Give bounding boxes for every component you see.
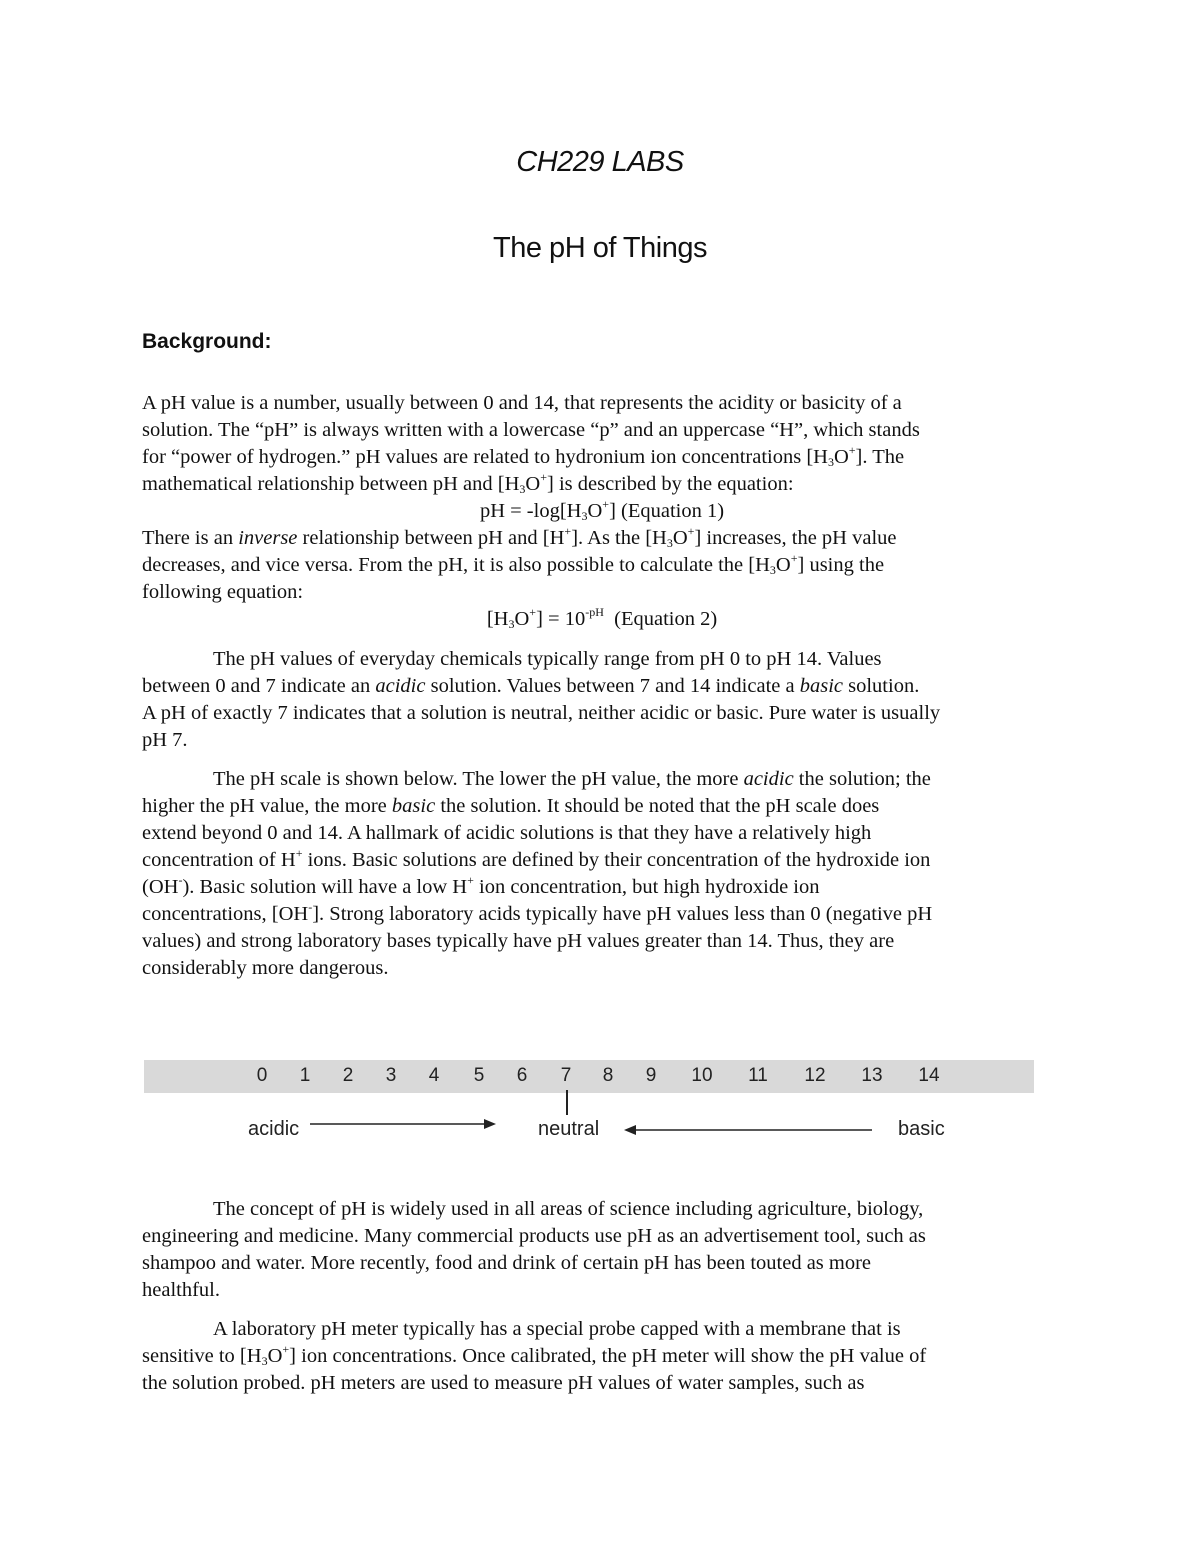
ph-scale-number: 0: [256, 1065, 268, 1086]
text-span: ]. Strong laboratory acids typically have pH values less than 0 (negative pH: [312, 903, 933, 925]
text-line: [142, 646, 1062, 673]
text-span: O: [672, 527, 688, 549]
text-span: ion concentration, but high hydroxide ion: [473, 876, 820, 898]
text-span: pH = -log[H: [479, 500, 582, 522]
subscript: 3: [581, 509, 588, 523]
superscript: +: [529, 605, 537, 619]
background-paragraph-5: [142, 1196, 1062, 1304]
text-line: [142, 417, 1062, 444]
superscript: +: [295, 846, 303, 860]
text-line: [142, 673, 1062, 700]
text-span: extend beyond 0 and 14. A hallmark of acidic solutions is that they have a relatively high: [142, 822, 872, 844]
text-line: [142, 901, 1062, 928]
acidic-arrowhead: [484, 1119, 496, 1129]
ph-scale-number: 12: [804, 1065, 826, 1086]
italic-term: inverse: [238, 527, 298, 549]
ph-scale-number: 11: [748, 1065, 768, 1086]
superscript: +: [467, 873, 474, 887]
ph-scale-number: 1: [299, 1065, 311, 1086]
text-span: O: [833, 446, 849, 468]
text-span: the solution; the: [793, 768, 931, 790]
italic-term: basic: [391, 795, 436, 817]
text-span: solution. The “pH” is always written with a lowercase “p” and an uppercase “H”, which stands: [142, 419, 920, 441]
background-paragraph-4: [142, 766, 1062, 982]
text-span: decreases, and vice versa. From the pH, it is also possible to calculate the [H: [142, 554, 770, 576]
text-span: mathematical relationship between pH and [H: [142, 473, 520, 495]
subscript: 3: [508, 617, 515, 631]
text-line: [142, 955, 1062, 982]
document-title: CH229 LABS: [516, 146, 684, 178]
ph-scale-number: 8: [602, 1065, 614, 1086]
text-span: solution.: [843, 675, 920, 697]
superscript: -pH: [585, 605, 604, 619]
acidic-label: acidic: [248, 1118, 300, 1140]
text-span: sensitive to [H: [142, 1345, 262, 1367]
text-line: [142, 874, 1062, 901]
text-line: [142, 444, 1062, 471]
text-line: [142, 1250, 1062, 1277]
ph-scale-arrows: [144, 1060, 1034, 1160]
text-span: A pH of exactly 7 indicates that a solution is neutral, neither acidic or basic. Pure water is usually: [142, 702, 941, 724]
superscript: +: [282, 1342, 290, 1356]
ph-scale-number: 4: [428, 1065, 440, 1086]
superscript: +: [564, 524, 572, 538]
subscript: 3: [519, 482, 526, 496]
text-line: [142, 727, 1062, 754]
italic-term: basic: [799, 675, 843, 697]
text-span: [H: [486, 608, 509, 630]
text-span: A pH value is a number, usually between 0 and 14, that represents the acidity or basicity of a: [142, 392, 902, 414]
text-span: ions. Basic solutions are defined by their concentration of the hydroxide ion: [302, 849, 931, 871]
text-span: O: [775, 554, 791, 576]
text-span: ]. As the [H: [571, 527, 667, 549]
text-span: ] = 10: [536, 608, 586, 630]
background-paragraph-6: [142, 1316, 1062, 1397]
text-span: The concept of pH is widely used in all areas of science including agriculture, biology,: [213, 1198, 924, 1220]
ph-scale-number: 14: [918, 1065, 940, 1086]
text-span: between 0 and 7 indicate an: [142, 675, 376, 697]
italic-term: acidic: [743, 768, 794, 790]
text-line: [142, 552, 1062, 579]
subscript: 3: [261, 1354, 268, 1368]
neutral-label: neutral: [538, 1118, 600, 1140]
text-span: ]. The: [855, 446, 905, 468]
text-span: ] (Equation 1): [609, 500, 725, 522]
text-line: [142, 766, 1062, 793]
text-span: O: [514, 608, 530, 630]
text-line: [142, 1370, 1062, 1397]
text-line: [142, 928, 1062, 955]
text-line: [142, 1343, 1062, 1370]
text-span: pH 7.: [142, 729, 188, 751]
superscript: +: [848, 443, 856, 457]
text-span: the solution probed. pH meters are used to measure pH values of water samples, such as: [142, 1372, 865, 1394]
superscript: -: [178, 873, 183, 887]
superscript: +: [687, 524, 695, 538]
text-span: The pH values of everyday chemicals typically range from pH 0 to pH 14. Values: [213, 648, 882, 670]
subscript: 3: [769, 563, 776, 577]
superscript: -: [308, 900, 313, 914]
text-span: considerably more dangerous.: [142, 957, 389, 979]
text-span: healthful.: [142, 1279, 220, 1301]
text-span: O: [587, 500, 603, 522]
text-span: ] increases, the pH value: [694, 527, 897, 549]
text-span: (Equation 2): [603, 608, 718, 630]
text-line: [142, 579, 1062, 606]
text-span: shampoo and water. More recently, food and drink of certain pH has been touted as more: [142, 1252, 872, 1274]
text-span: ). Basic solution will have a low H: [182, 876, 468, 898]
ph-scale-number: 2: [342, 1065, 354, 1086]
superscript: +: [790, 551, 798, 565]
text-line: [142, 793, 1062, 820]
text-line: [142, 525, 1062, 552]
text-line: [142, 820, 1062, 847]
text-span: relationship between pH and [H: [297, 527, 565, 549]
text-span: engineering and medicine. Many commercial products use pH as an advertisement tool, such as: [142, 1225, 926, 1247]
ph-scale-number: 5: [473, 1065, 485, 1086]
ph-scale-number: 7: [560, 1065, 572, 1086]
ph-scale-number: 10: [691, 1065, 713, 1086]
text-span: ] using the: [797, 554, 885, 576]
text-line: [142, 1196, 1062, 1223]
ph-scale-number: 6: [516, 1065, 528, 1086]
equation-2: [142, 606, 1062, 633]
text-span: The pH scale is shown below. The lower the pH value, the more: [213, 768, 744, 790]
text-line: [142, 1223, 1062, 1250]
text-span: concentration of H: [142, 849, 296, 871]
text-line: [142, 700, 1062, 727]
ph-scale-figure: [144, 1060, 1034, 1160]
ph-scale-number: 9: [645, 1065, 657, 1086]
text-span: for “power of hydrogen.” pH values are related to hydronium ion concentrations [H: [142, 446, 828, 468]
text-span: ] ion concentrations. Once calibrated, the pH meter will show the pH value of: [289, 1345, 927, 1367]
italic-term: acidic: [375, 675, 426, 697]
text-span: higher the pH value, the more: [142, 795, 392, 817]
ph-scale-number: 3: [385, 1065, 397, 1086]
text-span: values) and strong laboratory bases typically have pH values greater than 14. Thus, they are: [142, 930, 895, 952]
text-line: [142, 390, 1062, 417]
text-line: [142, 1277, 1062, 1304]
text-span: the solution. It should be noted that the pH scale does: [435, 795, 880, 817]
text-span: ] is described by the equation:: [547, 473, 794, 495]
text-line: [142, 471, 1062, 498]
superscript: +: [602, 497, 610, 511]
text-span: O: [267, 1345, 283, 1367]
text-span: solution. Values between 7 and 14 indicate a: [425, 675, 800, 697]
text-line: [142, 1316, 1062, 1343]
text-span: following equation:: [142, 581, 304, 603]
subscript: 3: [827, 455, 834, 469]
subscript: 3: [666, 536, 673, 550]
basic-arrowhead: [624, 1125, 636, 1135]
text-span: (OH: [142, 876, 179, 898]
text-span: There is an: [142, 527, 239, 549]
text-span: concentrations, [OH: [142, 903, 309, 925]
basic-label: basic: [898, 1118, 945, 1140]
text-span: A laboratory pH meter typically has a special probe capped with a membrane that is: [213, 1318, 901, 1340]
text-line: [142, 847, 1062, 874]
superscript: +: [540, 470, 548, 484]
background-paragraph-3: [142, 646, 1062, 754]
background-paragraph-1: [142, 390, 1062, 633]
ph-scale-number: 13: [861, 1065, 883, 1086]
equation-1: [142, 498, 1062, 525]
document-subtitle: The pH of Things: [493, 232, 707, 264]
section-heading-background: Background:: [142, 330, 272, 353]
text-span: O: [525, 473, 541, 495]
